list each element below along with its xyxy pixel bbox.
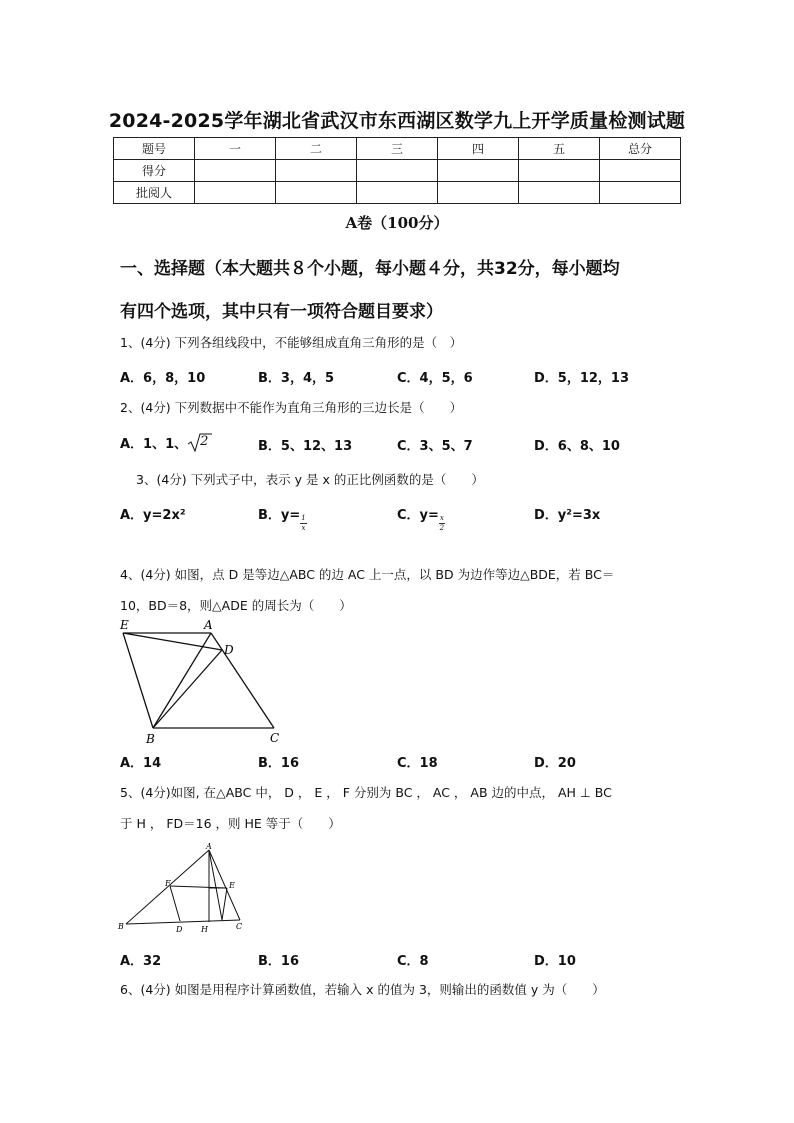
segment-AC: [209, 850, 240, 920]
label-B: B: [118, 922, 124, 931]
table-cell: 总分: [600, 138, 681, 160]
q2-option-d: D．6、8、10: [534, 439, 620, 454]
score-cell: [519, 182, 600, 204]
label-A: A: [204, 618, 213, 632]
q4-option-a: A．14: [120, 756, 162, 771]
q2-option-b: B．5、12、13: [258, 439, 353, 454]
q1-option-b: B．3，4，5: [258, 371, 335, 386]
label-H: H: [201, 925, 208, 934]
score-table: [113, 137, 681, 204]
q4-option-c: C．18: [397, 756, 438, 771]
q4-figure: [112, 615, 292, 745]
label-E: E: [229, 881, 235, 890]
score-cell: [276, 160, 357, 182]
score-cell: [276, 182, 357, 204]
question-5-line2: 于 H ， FD＝16 ，则 HE 等于（ ）: [120, 816, 341, 831]
segment-ED: [222, 888, 227, 920]
score-cell: [357, 182, 438, 204]
q3-b-fraction: [300, 514, 306, 533]
question-6: 6、(4分) 如图是用程序计算函数值，若输入 x 的值为 3，则输出的函数值 y 为（ ）: [120, 982, 605, 997]
segment-FD: [170, 886, 180, 921]
q5-figure: [112, 840, 252, 940]
table-cell: 一: [195, 138, 276, 160]
q3-option-a: A．y=2x²: [120, 508, 186, 523]
q3-option-b: [258, 504, 307, 533]
score-cell: [438, 160, 519, 182]
table-cell: 题号: [114, 138, 195, 160]
segment-BD: [153, 650, 222, 728]
fraction-numerator: 1: [301, 514, 306, 522]
score-cell: [195, 160, 276, 182]
q3-option-b-text: B．y=: [258, 508, 301, 523]
table-cell: 二: [276, 138, 357, 160]
label-A: A: [206, 842, 212, 851]
q4-option-d: D．20: [534, 756, 576, 771]
sqrt-symbol: [187, 433, 213, 453]
q5-option-b: B．16: [258, 954, 299, 969]
score-cell: [195, 182, 276, 204]
segment-EB: [123, 633, 153, 728]
label-F: F: [165, 879, 171, 888]
segment-AC: [211, 633, 274, 728]
table-row: [114, 138, 681, 160]
question-4-line2: 10，BD＝8，则△ADE 的周长为（ ）: [120, 598, 352, 613]
question-4-line1: 4、(4分) 如图，点 D 是等边△ABC 的边 AC 上一点，以 BD 为边作等边△BDE，若 BC＝: [120, 567, 615, 582]
label-B: B: [146, 732, 155, 745]
label-E: E: [120, 618, 129, 632]
table-cell: 得分: [114, 160, 195, 182]
score-cell: [600, 160, 681, 182]
q5-option-a: A．32: [120, 954, 162, 969]
score-cell: [438, 182, 519, 204]
label-C: C: [270, 731, 280, 745]
label-D: D: [176, 925, 183, 934]
segment-ED: [123, 633, 222, 650]
q1-option-d: D．5，12，13: [534, 371, 630, 386]
q3-option-c: [397, 504, 445, 533]
table-cell: 五: [519, 138, 600, 160]
question-3: 3、(4分) 下列式子中，表示 y 是 x 的正比例函数的是（ ）: [136, 472, 484, 487]
segment-BC: [126, 920, 240, 924]
section-a-heading: A卷（100分）: [345, 214, 449, 232]
question-5-line1: 5、(4分)如图, 在△ABC 中， D ， E ， F 分别为 BC ， AC ， AB 边的中点， AH ⊥ BC: [120, 785, 612, 800]
table-row: [114, 182, 681, 204]
score-cell: [600, 182, 681, 204]
q2-option-a-text: A．1、1、: [120, 437, 188, 452]
q3-c-fraction: [439, 514, 445, 533]
score-cell: [519, 160, 600, 182]
sqrt-radicand: 2: [200, 434, 209, 449]
q2-option-c: C．3、5、7: [397, 439, 473, 454]
q2-option-a: [120, 433, 213, 453]
fraction-denominator: 2: [439, 524, 445, 532]
part1-heading-line1: 一、选择题（本大题共８个小题，每小题４分，共32分，每小题均: [120, 259, 620, 279]
fraction-numerator: x: [439, 514, 444, 522]
table-cell: 三: [357, 138, 438, 160]
part1-heading-line2: 有四个选项，其中只有一项符合题目要求）: [120, 302, 443, 322]
q1-option-c: C．4，5，6: [397, 371, 473, 386]
question-2: 2、(4分) 下列数据中不能作为直角三角形的三边长是（ ）: [120, 400, 463, 415]
q4-option-b: B．16: [258, 756, 299, 771]
table-cell: 四: [438, 138, 519, 160]
label-D: D: [224, 643, 234, 657]
page-title: 2024-2025学年湖北省武汉市东西湖区数学九上开学质量检测试题: [108, 110, 686, 132]
q1-option-a: A．6，8，10: [120, 371, 206, 386]
table-cell: 批阅人: [114, 182, 195, 204]
q3-option-c-text: C．y=: [397, 508, 439, 523]
q5-option-d: D．10: [534, 954, 576, 969]
q5-option-c: C．8: [397, 954, 429, 969]
label-C: C: [236, 922, 243, 931]
table-row: [114, 160, 681, 182]
question-1: 1、(4分) 下列各组线段中，不能够组成直角三角形的是（ ）: [120, 335, 463, 350]
segment-AE-inner: [209, 850, 222, 920]
fraction-denominator: x: [301, 524, 306, 532]
q3-option-d: D．y²=3x: [534, 508, 601, 523]
score-cell: [357, 160, 438, 182]
